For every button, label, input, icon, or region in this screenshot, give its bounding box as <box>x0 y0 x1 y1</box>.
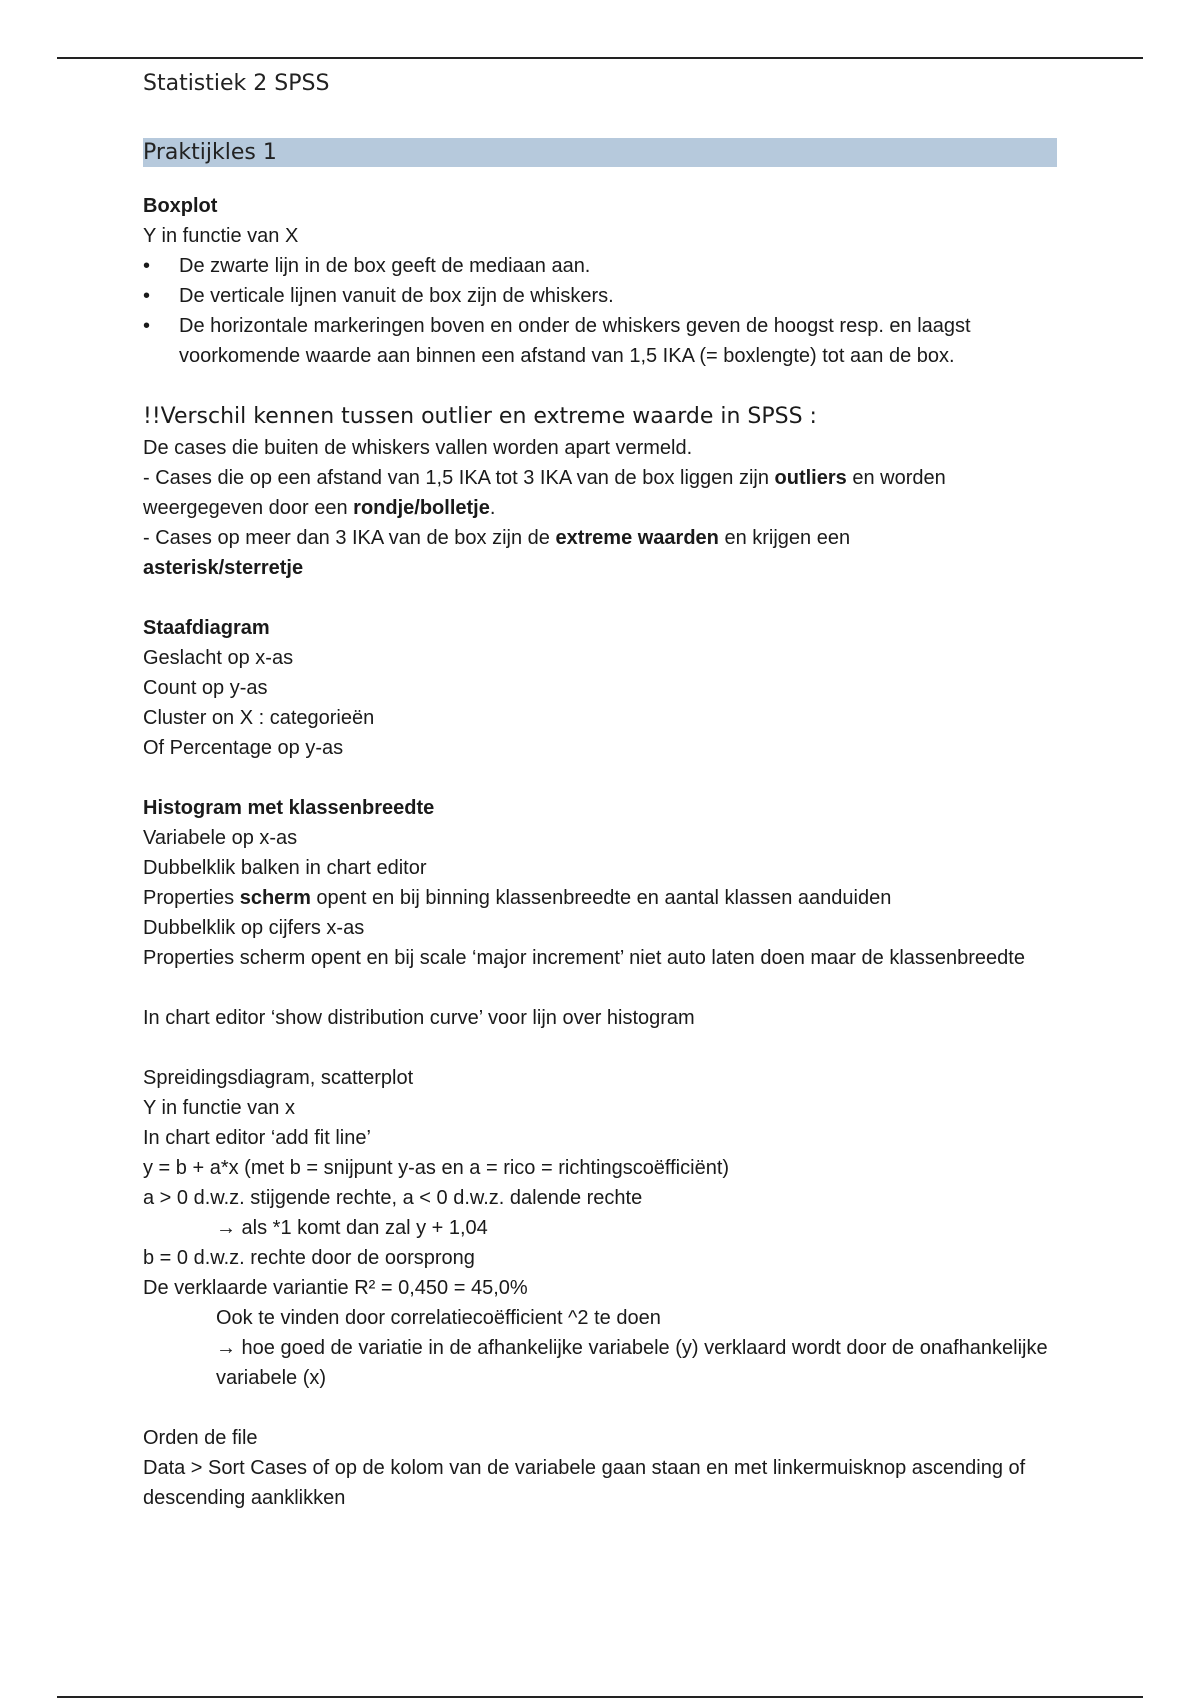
list-item: • De horizontale markeringen boven en onder de whiskers geven de hoogst resp. en laagst voorkomende waarde aan binnen een afstand van 1,5 IKA (= boxlengte) tot aan de box. <box>143 311 1063 371</box>
histogram-line-2: Dubbelklik balken in chart editor <box>143 857 427 879</box>
staafdiagram-line: Count op y-as <box>143 677 268 699</box>
scatter-line-4: y = b + a*x (met b = snijpunt y-as en a = rico = richtingscoëfficiënt) <box>143 1157 730 1179</box>
outlier-heading: !!Verschil kennen tussen outlier en extreme waarde in SPSS : <box>143 404 817 429</box>
bullet-icon: • <box>143 315 151 337</box>
scatter-line-2: Y in functie van x <box>143 1097 295 1119</box>
section-title: Praktijkles 1 <box>143 140 277 165</box>
boxplot-intro: Y in functie van X <box>143 225 299 247</box>
bullet-icon: • <box>143 285 151 307</box>
document-body <box>143 68 1063 1513</box>
scatter-line-10: → hoe goed de variatie in de afhankelijke variabele (y) verklaard wordt door de onafhankelijke variabele (x) <box>216 1337 1048 1389</box>
section-heading-bar <box>143 138 1057 167</box>
list-item: • De zwarte lijn in de box geeft de mediaan aan. <box>143 251 1063 281</box>
staafdiagram-line: Geslacht op x-as <box>143 647 294 669</box>
staafdiagram-line: Cluster on X : categorieën <box>143 707 375 729</box>
outlier-line-2: - Cases die op een afstand van 1,5 IKA tot 3 IKA van de box liggen zijn outliers en worden weergegeven door een rondje/bolletje. <box>143 467 946 519</box>
orden-line-2: Data > Sort Cases of op de kolom van de variabele gaan staan en met linkermuisknop ascending of descending aanklikken <box>143 1457 1026 1509</box>
orden-line-1: Orden de file <box>143 1427 258 1449</box>
bottom-rule <box>57 1696 1143 1698</box>
scatter-line-9: Ook te vinden door correlatiecoëfficient ^2 te doen <box>216 1307 661 1329</box>
histogram-line-1: Variabele op x-as <box>143 827 298 849</box>
boxplot-bullet-list <box>143 251 1063 371</box>
scatter-line-3: In chart editor ‘add fit line’ <box>143 1127 371 1149</box>
scatter-line-6: → als *1 komt dan zal y + 1,04 <box>216 1217 488 1239</box>
scatter-line-5: a > 0 d.w.z. stijgende rechte, a < 0 d.w.z. dalende rechte <box>143 1187 643 1209</box>
list-item: • De verticale lijnen vanuit de box zijn de whiskers. <box>143 281 1063 311</box>
top-rule <box>57 57 1143 59</box>
scatter-line-7: b = 0 d.w.z. rechte door de oorsprong <box>143 1247 475 1269</box>
scatter-line-8: De verklaarde variantie R² = 0,450 = 45,0% <box>143 1277 528 1299</box>
bullet-icon: • <box>143 255 151 277</box>
histogram-line-3: Properties scherm opent en bij binning klassenbreedte en aantal klassen aanduiden <box>143 887 892 909</box>
staafdiagram-heading: Staafdiagram <box>143 617 270 639</box>
histogram-heading: Histogram met klassenbreedte <box>143 797 435 819</box>
outlier-line-1: De cases die buiten de whiskers vallen worden apart vermeld. <box>143 437 693 459</box>
histogram-line-4: Dubbelklik op cijfers x-as <box>143 917 365 939</box>
histogram-line-6: In chart editor ‘show distribution curve’ voor lijn over histogram <box>143 1007 695 1029</box>
document-title: Statistiek 2 SPSS <box>143 71 330 96</box>
boxplot-heading: Boxplot <box>143 195 218 217</box>
staafdiagram-line: Of Percentage op y-as <box>143 737 344 759</box>
outlier-line-3: - Cases op meer dan 3 IKA van de box zijn de extreme waarden en krijgen een asterisk/sterretje <box>143 527 851 579</box>
scatter-line-1: Spreidingsdiagram, scatterplot <box>143 1067 414 1089</box>
histogram-line-5: Properties scherm opent en bij scale ‘major increment’ niet auto laten doen maar de klassenbreedte <box>143 947 1025 969</box>
